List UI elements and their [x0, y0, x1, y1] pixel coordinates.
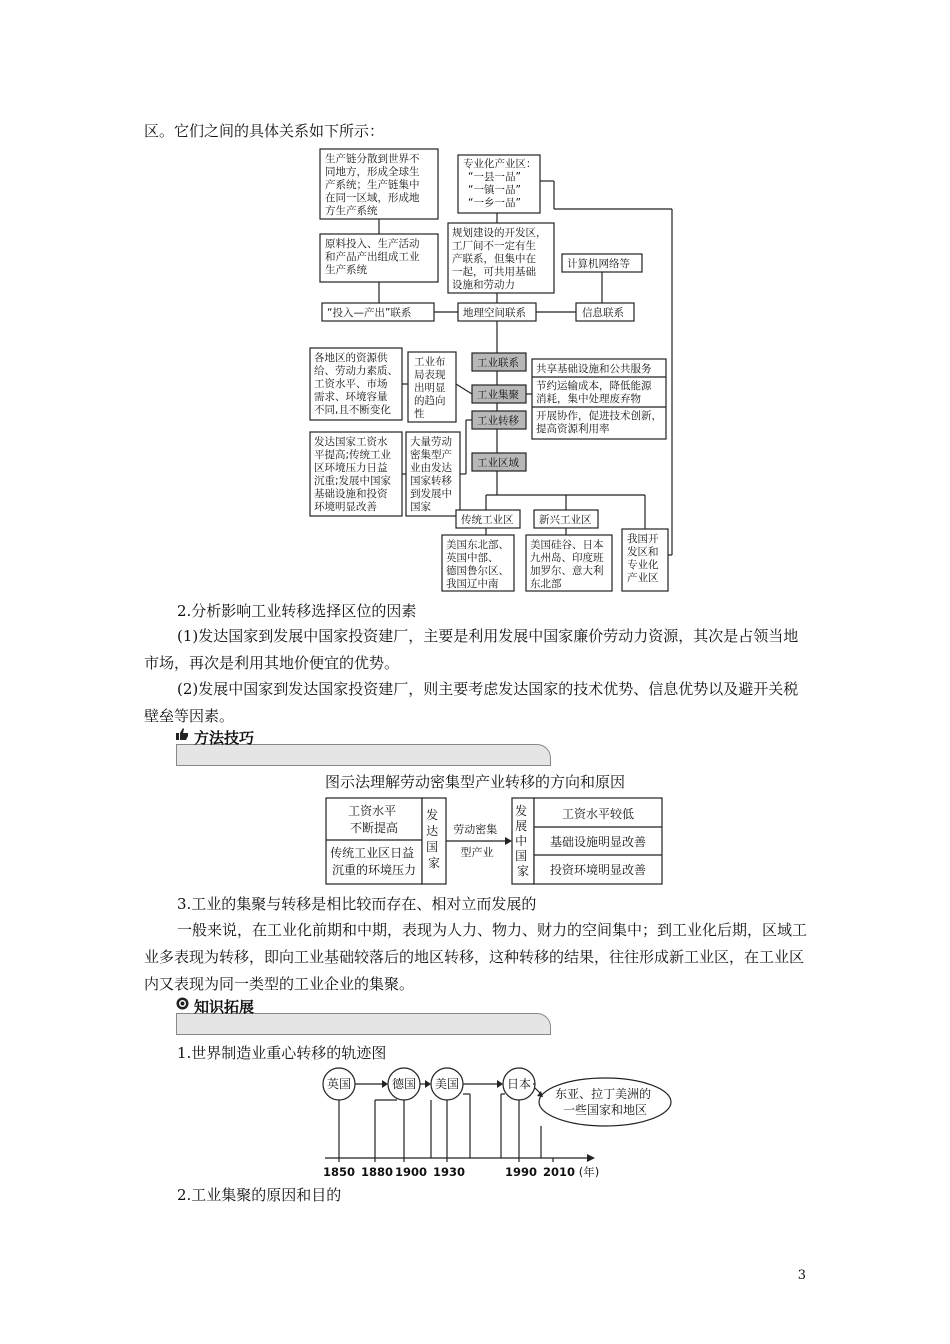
k1-heading: 1.世界制造业重心转移的轨迹图: [177, 1044, 387, 1062]
specialized-zone-text: 专业化产业区： “一县一品” “一镇一品” “一乡一品”: [463, 158, 537, 209]
low-wage-text: 工资水平较低: [561, 807, 635, 821]
labor-transfer-diagram: [325, 797, 665, 885]
dev-zone-text: 规划建设的开发区， 工厂间不一定有生 产联系，但集中在 一起，可共用基础 设施和劳动力: [452, 227, 547, 291]
fig2-caption: 图示法理解劳动密集型产业转移的方向和原因: [324, 773, 625, 791]
manufacturing-shift-timeline: [315, 1066, 695, 1182]
thumbs-up-icon: [176, 728, 189, 741]
section2-heading: 2.分析影响工业转移选择区位的因素: [177, 602, 417, 620]
transfer-causes-text: 发达国家工资水 平提高;传统工业 区环境压力日益 沉重;发展中国家 基础设施和投资 环境明显改善: [314, 436, 392, 513]
year-1850: 1850: [322, 1165, 356, 1179]
industry-link-label: 工业联系: [477, 357, 519, 369]
germany-label: 德国: [391, 1077, 417, 1091]
env-pressure-text: 传统工业区日益 沉重的环境压力: [330, 846, 417, 877]
page-number: 3: [797, 1268, 806, 1283]
wage-rise-text: 工资水平 不断提高: [348, 804, 399, 835]
section2-point2: (2)发展中国家到发达国家投资建厂，则主要考虑发达国家的技术优势、信息优势以及避开关税壁垒等因素。: [144, 680, 799, 725]
layout-trend-text: 工业布 局表现 出明显 的趋向 性: [414, 356, 446, 420]
method-tips-banner: [176, 728, 551, 768]
year-1900: 1900: [394, 1165, 428, 1179]
developed-country-label: 发 达 国 家: [426, 808, 441, 870]
spatial-link-label: 地理空间联系: [463, 307, 526, 319]
industry-cluster-label: 工业集聚: [477, 389, 519, 401]
traditional-region-label: 传统工业区: [461, 514, 514, 526]
section2-point1: (1)发达国家到发展中国家投资建厂，主要是利用发展中国家廉价劳动力资源，其次是占领当地市场，再次是利用其地价便宜的优势。: [144, 627, 799, 672]
traditional-examples-text: 美国东北部、 英国中部、 德国鲁尔区、 我国辽中南: [446, 539, 509, 590]
year-1990: 1990: [504, 1165, 538, 1179]
developing-country-label: 发 展 中 国 家: [515, 804, 530, 878]
uk-label: 英国: [326, 1077, 352, 1091]
usa-label: 美国: [434, 1077, 460, 1091]
network-label: 计算机网络等: [567, 258, 630, 270]
knowledge-title: 知识拓展: [194, 998, 255, 1016]
industry-relation-diagram: [300, 145, 680, 595]
cluster-benefits-text: 共享基础设施和公共服务 节约运输成本，降低能源 消耗，集中处理废弃物 开展协作，促进技术创新， 提高资源利用率: [536, 363, 662, 435]
year-unit: (年): [578, 1165, 600, 1179]
industry-transfer-label: 工业转移: [477, 415, 519, 427]
investment-env-text: 投资环境明显改善: [549, 863, 647, 877]
smile-icon: [176, 997, 189, 1010]
global-chain-text: 生产链分散到世界不 同地方，形成全球生 产系统；生产链集中 在同一区域，形成地 方生产系统: [325, 153, 420, 217]
regional-factors-text: 各地区的资源供 给、劳动力素质、 工资水平、市场 需求、环境容量 不同,且不断变化: [314, 352, 398, 416]
knowledge-banner: [176, 997, 551, 1037]
info-link-label: 信息联系: [582, 307, 624, 319]
year-2010: 2010: [542, 1165, 576, 1179]
infrastructure-text: 基础设施明显改善: [549, 835, 647, 849]
k2-heading: 2.工业集聚的原因和目的: [177, 1186, 342, 1204]
method-tips-title: 方法技巧: [194, 729, 255, 747]
japan-label: 日本: [506, 1077, 532, 1091]
section3-heading: 3.工业的集聚与转移是相比较而存在、相对立而发展的: [177, 895, 537, 913]
east-asia-latam-label: 东亚、拉丁美洲的 一些国家和地区: [555, 1087, 652, 1117]
input-output-label: “投入—产出”联系: [327, 307, 412, 319]
section3-body: 一般来说，在工业化前期和中期，表现为人力、物力、财力的空间集中；到工业化后期，区域工业多表现为转移，即向工业基础较落后的地区转移，这种转移的结果，往往形成新工业区，在工业区内又表现为同一类型的工业企业的集聚。: [144, 921, 808, 993]
labor-transfer-text: 大量劳动 密集型产 业由发达 国家转移 到发展中 国家: [410, 436, 452, 513]
east-asia-latam-node: [539, 1078, 671, 1126]
intro-line: 区。它们之间的具体关系如下所示：: [144, 122, 385, 140]
labor-industry-label: 劳动密集 型产业: [453, 823, 498, 859]
emerging-region-label: 新兴工业区: [539, 514, 592, 526]
year-1930: 1930: [432, 1165, 466, 1179]
china-zones-text: 我国开 发区和 专业化 产业区: [627, 533, 659, 584]
production-system-text: 原料投入、生产活动 和产品产出组成工业 生产系统: [325, 238, 420, 276]
emerging-examples-text: 美国硅谷、日本 九州岛、印度班 加罗尔、意大利 东北部: [530, 539, 604, 590]
industry-region-label: 工业区域: [477, 457, 519, 469]
year-1880: 1880: [360, 1165, 394, 1179]
